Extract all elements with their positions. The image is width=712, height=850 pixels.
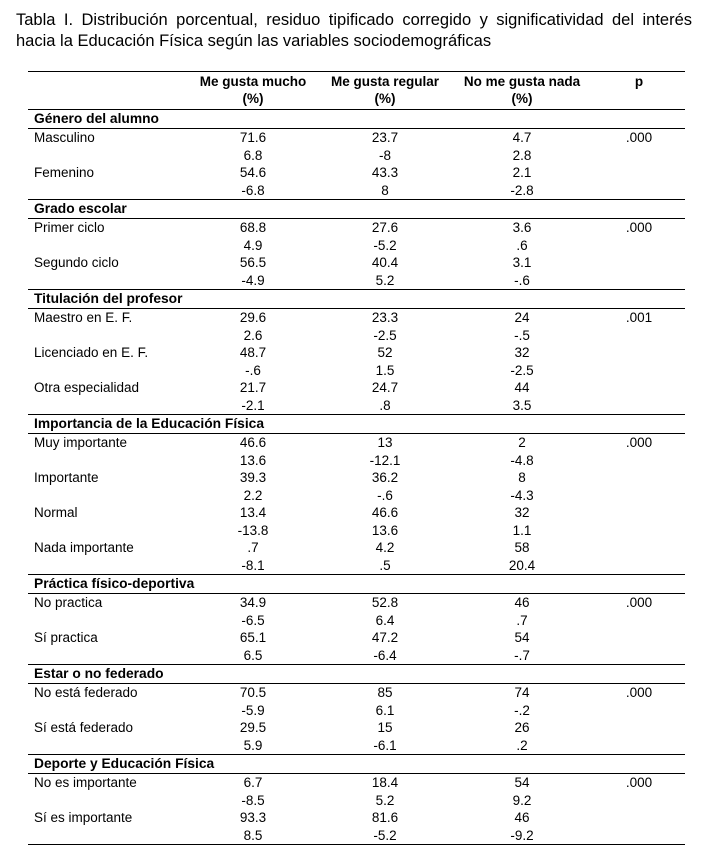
p-value-cell: .000 [625,775,653,790]
percentage-cell: 47.2 [371,630,399,645]
p-value-blank [593,522,685,540]
residual-row [28,147,685,165]
percentage-cell: 70.5 [239,685,267,700]
percentage-cell: 21.7 [239,380,267,395]
percentage-cell: 68.8 [239,220,267,235]
header-unit: (%) [451,90,593,110]
percentage-cell: 13.4 [239,505,267,520]
residual-cell: 6.5 [243,647,263,663]
percentage-cell: 52.8 [371,595,399,610]
residual-cell: -8.5 [241,792,265,808]
row-label: Sí es importante [34,810,133,825]
percentage-cell: 46 [514,810,530,825]
row-label-blank [28,362,187,380]
residual-row [28,452,685,470]
residual-row [28,647,685,665]
row-label: Masculino [34,130,95,145]
p-value-cell [593,719,685,737]
row-label: Maestro en E. F. [34,310,133,325]
header-me-gusta-regular: Me gusta regular [319,72,451,91]
p-value-cell [593,254,685,272]
p-value-cell [593,809,685,827]
percentage-cell: 32 [514,345,530,360]
data-table [28,71,685,845]
p-value-blank [593,702,685,720]
residual-cell: -5.2 [373,237,397,253]
p-value-blank [593,827,685,845]
residual-cell: 8.5 [187,827,319,845]
percentage-cell: 2.1 [512,165,532,180]
percentage-cell: 15 [377,720,393,735]
percentage-cell: 2 [518,435,526,450]
residual-cell: 5.2 [375,792,395,808]
residual-cell: 5.9 [243,737,263,753]
header-unit: (%) [319,90,451,110]
residual-cell: .7 [516,612,528,628]
residual-cell: 9.2 [512,792,532,808]
residual-cell: -2.5 [510,362,534,378]
header-blank [28,72,187,91]
section-title: Práctica físico-deportiva [28,575,685,594]
percentage-cell: 56.5 [239,255,267,270]
header-unit: (%) [187,90,319,110]
residual-cell: -.6 [245,362,261,378]
section-header-row [28,290,685,309]
residual-row [28,237,685,255]
row-label-blank [28,147,187,165]
row-label-blank [28,647,187,665]
percentage-cell: 39.3 [239,470,267,485]
percentage-cell: 4.2 [375,540,395,555]
residual-row [28,557,685,575]
percentage-cell: 8 [518,470,526,485]
percentage-cell: 71.6 [239,130,267,145]
table-row [28,434,685,452]
percentage-cell: 24.7 [371,380,399,395]
residual-cell: -2.1 [241,397,265,413]
table-row [28,309,685,327]
table-row [28,344,685,362]
residual-row [28,827,685,845]
p-value-cell: .000 [625,595,653,610]
row-label: Normal [34,505,78,520]
percentage-cell: 81.6 [371,810,399,825]
row-label-blank [28,522,187,540]
residual-cell: 13.6 [239,452,267,468]
percentage-cell: 23.3 [371,310,399,325]
residual-cell: -8 [378,147,391,163]
residual-row [28,272,685,290]
percentage-cell: 6.7 [243,775,263,790]
residual-cell: .6 [516,237,528,253]
row-label: No está federado [34,685,138,700]
table-row [28,719,685,737]
percentage-cell: 46.6 [371,505,399,520]
table-row [28,469,685,487]
percentage-cell: 40.4 [371,255,399,270]
residual-cell: -5.9 [241,702,265,718]
residual-cell: 2.8 [512,147,532,163]
residual-cell: -4.9 [241,272,265,288]
p-value-blank [593,452,685,470]
percentage-cell: 46.6 [239,435,267,450]
row-label: Muy importante [34,435,128,450]
residual-cell: .2 [516,737,528,753]
residual-cell: 1.5 [375,362,395,378]
row-label-blank [28,452,187,470]
residual-cell: -.6 [514,272,530,288]
p-value-blank [593,397,685,415]
p-value-cell [593,344,685,362]
p-value-cell: .000 [625,130,653,145]
table-row [28,539,685,557]
row-label-blank [28,827,187,845]
residual-cell: -2.8 [510,182,534,198]
residual-cell: 4.9 [243,237,263,253]
residual-cell: -6.1 [373,737,397,753]
section-header-row [28,110,685,129]
residual-cell: 6.4 [375,612,395,628]
percentage-cell: 18.4 [371,775,399,790]
p-value-blank [593,237,685,255]
p-value-blank [593,362,685,380]
table-row [28,594,685,612]
percentage-cell: 27.6 [371,220,399,235]
percentage-cell: 48.7 [239,345,267,360]
percentage-cell: 4.7 [512,130,532,145]
residual-cell: -12.1 [369,452,401,468]
p-value-blank [593,147,685,165]
percentage-cell: .7 [247,540,259,555]
section-header-row [28,200,685,219]
p-value-cell: .000 [625,685,653,700]
row-label-blank [28,702,187,720]
percentage-cell: 3.6 [512,220,532,235]
residual-cell: -13.8 [237,522,269,538]
percentage-cell: 24 [514,310,530,325]
p-value-cell [593,504,685,522]
row-label-blank [28,487,187,505]
section-header-row [28,665,685,684]
percentage-cell: 58 [514,540,530,555]
section-header-row [28,755,685,774]
percentage-cell: 43.3 [371,165,399,180]
table-row [28,684,685,702]
residual-cell: -.7 [514,647,530,663]
p-value-blank [593,792,685,810]
percentage-cell: 54.6 [239,165,267,180]
residual-cell: 6.1 [375,702,395,718]
residual-cell: .5 [379,557,391,573]
residual-row [28,702,685,720]
table-caption: Tabla I. Distribución porcentual, residuo tipificado corregido y significatividad del interés hacia la Educación Física según las variables sociodemográficas [16,11,692,50]
residual-row [28,182,685,200]
percentage-cell: 54 [514,775,530,790]
residual-cell: -.2 [514,702,530,718]
residual-row [28,397,685,415]
row-label-blank [28,237,187,255]
p-value-blank [593,487,685,505]
percentage-cell: 52 [377,345,393,360]
table-row [28,774,685,792]
p-value-cell [593,379,685,397]
residual-row [28,792,685,810]
row-label-blank [28,792,187,810]
row-label: No es importante [34,775,137,790]
table-row [28,379,685,397]
table-row [28,129,685,147]
row-label-blank [28,272,187,290]
table-row [28,809,685,827]
row-label: Primer ciclo [34,220,105,235]
residual-cell: 1.1 [512,522,532,538]
row-label: Sí practica [34,630,98,645]
residual-cell: -.6 [377,487,393,503]
residual-cell: -2.5 [373,327,397,343]
percentage-cell: 93.3 [239,810,267,825]
p-value-cell: .000 [625,220,653,235]
p-value-cell [593,164,685,182]
section-title: Grado escolar [28,200,685,219]
residual-row [28,522,685,540]
p-value-blank [593,612,685,630]
row-label-blank [28,612,187,630]
row-label: Sí está federado [34,720,134,735]
p-value-blank [593,737,685,755]
p-value-blank [593,272,685,290]
row-label: Nada importante [34,540,134,555]
residual-cell: -6.8 [241,182,265,198]
section-title: Titulación del profesor [28,290,685,309]
percentage-cell: 65.1 [239,630,267,645]
percentage-cell: 13 [377,435,393,450]
row-label-blank [28,557,187,575]
section-title: Importancia de la Educación Física [28,415,685,434]
residual-row [28,327,685,345]
section-title: Deporte y Educación Física [28,755,685,774]
p-value-blank [593,647,685,665]
p-value-blank [593,327,685,345]
row-label: Otra especialidad [34,380,140,395]
percentage-cell: 54 [514,630,530,645]
percentage-cell: 26 [514,720,530,735]
header-no-me-gusta-nada: No me gusta nada [451,72,593,91]
percentage-cell: 36.2 [371,470,399,485]
residual-row [28,487,685,505]
residual-cell: -6.5 [241,612,265,628]
p-value-cell [593,629,685,647]
p-value-cell: .000 [625,435,653,450]
table-row [28,629,685,647]
percentage-cell: 29.5 [239,720,267,735]
header-p: p [593,72,685,91]
percentage-cell: 85 [377,685,393,700]
header-unit [593,90,685,110]
percentage-cell: 34.9 [239,595,267,610]
residual-cell: -6.4 [373,647,397,663]
residual-cell: -9.2 [451,827,593,845]
residual-cell: 2.6 [243,327,263,343]
table-row [28,504,685,522]
residual-cell: -4.3 [510,487,534,503]
table-row [28,254,685,272]
header-me-gusta-mucho: Me gusta mucho [187,72,319,91]
p-value-cell: .001 [625,310,653,325]
percentage-cell: 74 [514,685,530,700]
p-value-cell [593,539,685,557]
percentage-cell: 29.6 [239,310,267,325]
table-row [28,219,685,237]
section-title: Género del alumno [28,110,685,129]
residual-cell: .8 [379,397,391,413]
row-label: Segundo ciclo [34,255,119,270]
row-label-blank [28,737,187,755]
percentage-cell: 23.7 [371,130,399,145]
residual-cell: 5.2 [375,272,395,288]
row-label-blank [28,327,187,345]
residual-cell: 13.6 [371,522,399,538]
residual-cell: -8.1 [241,557,265,573]
row-label-blank [28,397,187,415]
residual-cell: -.5 [514,327,530,343]
percentage-cell: 46 [514,595,530,610]
table-row [28,164,685,182]
p-value-blank [593,182,685,200]
table-body [28,110,685,845]
percentage-cell: 44 [514,380,530,395]
row-label: No practica [34,595,103,610]
row-label: Importante [34,470,99,485]
residual-cell: -5.2 [319,827,451,845]
row-label: Licenciado en E. F. [34,345,149,360]
residual-row [28,612,685,630]
residual-cell: 8 [381,182,389,198]
residual-cell: -4.8 [510,452,534,468]
p-value-cell [593,469,685,487]
row-label-blank [28,182,187,200]
p-value-blank [593,557,685,575]
row-label: Femenino [34,165,95,180]
percentage-cell: 3.1 [512,255,532,270]
residual-cell: 2.2 [243,487,263,503]
residual-cell: 20.4 [508,557,536,573]
residual-cell: 6.8 [243,147,263,163]
residual-row [28,737,685,755]
percentage-cell: 32 [514,505,530,520]
table-header [28,72,685,110]
residual-cell: 3.5 [512,397,532,413]
section-title: Estar o no federado [28,665,685,684]
section-header-row [28,575,685,594]
residual-row [28,362,685,380]
section-header-row [28,415,685,434]
